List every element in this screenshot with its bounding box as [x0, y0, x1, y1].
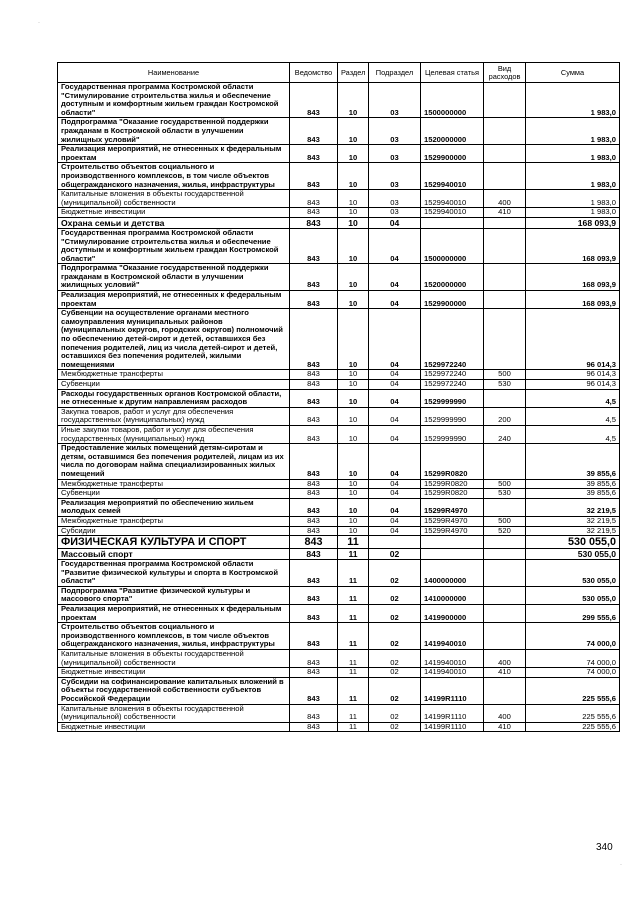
row-vedomstvo: 843: [290, 217, 338, 228]
row-podrazdel: 02: [369, 549, 421, 560]
row-razdel: 10: [338, 118, 369, 145]
row-sum: 32 219,5: [526, 516, 620, 526]
row-sum: 168 093,9: [526, 228, 620, 263]
row-sum: 168 093,9: [526, 264, 620, 291]
row-sum: 4,5: [526, 407, 620, 425]
row-name: Реализация мероприятий, не отнесенных к федеральным проектам: [58, 145, 290, 163]
row-sum: 168 093,9: [526, 217, 620, 228]
row-podrazdel: 04: [369, 479, 421, 489]
row-expense-type: 410: [484, 208, 526, 218]
row-expense-type: [484, 118, 526, 145]
row-podrazdel: 02: [369, 650, 421, 668]
table-row: [58, 444, 620, 479]
row-sum: 1 983,0: [526, 118, 620, 145]
table-row: [58, 704, 620, 722]
table-row: [58, 190, 620, 208]
row-name: Субвенции: [58, 380, 290, 390]
row-vedomstvo: 843: [290, 370, 338, 380]
table-row: [58, 489, 620, 499]
table-header-row: [58, 63, 620, 83]
row-target-article: 1520000000: [421, 118, 484, 145]
scan-speck: ·: [620, 862, 622, 868]
row-razdel: 10: [338, 380, 369, 390]
row-name: Субсидии на софинансирование капитальных вложений в объекты государственной собственности субъектов Российской Федерации: [58, 677, 290, 704]
row-sum: 96 014,3: [526, 380, 620, 390]
row-expense-type: 200: [484, 407, 526, 425]
row-vedomstvo: 843: [290, 516, 338, 526]
table-row: [58, 722, 620, 732]
header-vedomstvo: Ведомство: [290, 63, 338, 83]
table-body: [58, 83, 620, 732]
row-target-article: 1529972240: [421, 370, 484, 380]
row-razdel: 10: [338, 526, 369, 536]
row-expense-type: 410: [484, 722, 526, 732]
row-expense-type: 400: [484, 704, 526, 722]
table-row: [58, 549, 620, 560]
table-row: [58, 479, 620, 489]
row-podrazdel: 04: [369, 444, 421, 479]
row-name: Подпрограмма "Развитие физической культуры и массового спорта": [58, 586, 290, 604]
row-name: Капитальные вложения в объекты государственной (муниципальной) собственности: [58, 190, 290, 208]
row-target-article: 1419900000: [421, 605, 484, 623]
row-razdel: 10: [338, 163, 369, 190]
row-razdel: 11: [338, 549, 369, 560]
row-razdel: 11: [338, 722, 369, 732]
row-vedomstvo: 843: [290, 407, 338, 425]
row-sum: 530 055,0: [526, 560, 620, 587]
row-expense-type: [484, 228, 526, 263]
row-podrazdel: [369, 536, 421, 549]
row-vedomstvo: 843: [290, 145, 338, 163]
row-razdel: 11: [338, 536, 369, 549]
header-name: Наименование: [58, 63, 290, 83]
row-razdel: 10: [338, 489, 369, 499]
row-podrazdel: 03: [369, 208, 421, 218]
table-row: [58, 516, 620, 526]
row-vedomstvo: 843: [290, 479, 338, 489]
row-razdel: 10: [338, 479, 369, 489]
row-razdel: 11: [338, 605, 369, 623]
row-vedomstvo: 843: [290, 380, 338, 390]
row-target-article: 1529900000: [421, 291, 484, 309]
row-sum: 168 093,9: [526, 291, 620, 309]
row-target-article: 1529999990: [421, 389, 484, 407]
row-target-article: 15299R0820: [421, 479, 484, 489]
row-razdel: 10: [338, 444, 369, 479]
table-row: [58, 389, 620, 407]
row-podrazdel: 02: [369, 668, 421, 678]
row-name: Государственная программа Костромской области "Развитие физической культуры и спорта в Костромской области": [58, 560, 290, 587]
row-name: Строительство объектов социального и производственного комплексов, в том числе объектов общегражданского назначения, жилья, инфраструктуры: [58, 623, 290, 650]
row-target-article: 15299R4970: [421, 498, 484, 516]
row-sum: 225 555,6: [526, 722, 620, 732]
row-target-article: 1529940010: [421, 208, 484, 218]
row-razdel: 10: [338, 291, 369, 309]
header-target-article: Целевая статья: [421, 63, 484, 83]
row-podrazdel: 04: [369, 217, 421, 228]
row-podrazdel: 04: [369, 370, 421, 380]
row-podrazdel: 04: [369, 407, 421, 425]
row-vedomstvo: 843: [290, 498, 338, 516]
table-row: [58, 623, 620, 650]
row-expense-type: [484, 217, 526, 228]
row-vedomstvo: 843: [290, 228, 338, 263]
row-podrazdel: 03: [369, 118, 421, 145]
row-vedomstvo: 843: [290, 677, 338, 704]
budget-table-page: [57, 62, 619, 732]
row-podrazdel: 03: [369, 83, 421, 118]
row-vedomstvo: 843: [290, 83, 338, 118]
row-expense-type: [484, 549, 526, 560]
row-target-article: 1529999990: [421, 407, 484, 425]
row-target-article: 15299R0820: [421, 444, 484, 479]
row-razdel: 10: [338, 407, 369, 425]
row-razdel: 10: [338, 389, 369, 407]
table-row: [58, 560, 620, 587]
row-expense-type: [484, 560, 526, 587]
row-expense-type: 500: [484, 516, 526, 526]
row-vedomstvo: 843: [290, 389, 338, 407]
row-target-article: [421, 549, 484, 560]
row-target-article: 1419940010: [421, 623, 484, 650]
row-sum: 530 055,0: [526, 586, 620, 604]
row-name: Строительство объектов социального и производственного комплексов, в том числе объектов общегражданского назначения, жилья, инфраструктуры: [58, 163, 290, 190]
row-expense-type: 400: [484, 190, 526, 208]
row-expense-type: [484, 623, 526, 650]
row-vedomstvo: 843: [290, 118, 338, 145]
table-row: [58, 650, 620, 668]
row-target-article: 1400000000: [421, 560, 484, 587]
row-vedomstvo: 843: [290, 425, 338, 443]
row-vedomstvo: 843: [290, 536, 338, 549]
row-name: Реализация мероприятий по обеспечению жильем молодых семей: [58, 498, 290, 516]
row-expense-type: [484, 498, 526, 516]
row-razdel: 10: [338, 516, 369, 526]
table-row: [58, 526, 620, 536]
row-podrazdel: 04: [369, 498, 421, 516]
row-target-article: 1500000000: [421, 228, 484, 263]
row-expense-type: 240: [484, 425, 526, 443]
row-expense-type: 530: [484, 380, 526, 390]
table-row: [58, 228, 620, 263]
row-podrazdel: 04: [369, 425, 421, 443]
row-sum: 530 055,0: [526, 536, 620, 549]
row-podrazdel: 02: [369, 586, 421, 604]
row-target-article: 15299R4970: [421, 516, 484, 526]
row-target-article: 1500000000: [421, 83, 484, 118]
row-podrazdel: 04: [369, 228, 421, 263]
table-row: [58, 605, 620, 623]
row-target-article: 14199R1110: [421, 704, 484, 722]
row-podrazdel: 03: [369, 190, 421, 208]
table-row: [58, 163, 620, 190]
row-name: Межбюджетные трансферты: [58, 370, 290, 380]
row-name: Субвенции на осуществление органами местного самоуправления муниципальных районов (муниципальных округов, городских округов) полномочий по обеспечению детей-сирот и детей, оставшихся без попечения родителей, лиц из числа детей-сирот и детей, оставшихся без попечения родителей, жилыми помещениями: [58, 309, 290, 370]
row-name: Охрана семьи и детства: [58, 217, 290, 228]
row-podrazdel: 04: [369, 291, 421, 309]
row-expense-type: [484, 83, 526, 118]
table-row: [58, 677, 620, 704]
table-row: [58, 586, 620, 604]
row-name: Межбюджетные трансферты: [58, 479, 290, 489]
row-sum: 96 014,3: [526, 309, 620, 370]
row-razdel: 10: [338, 145, 369, 163]
row-razdel: 10: [338, 228, 369, 263]
row-sum: 32 219,5: [526, 498, 620, 516]
row-expense-type: 410: [484, 668, 526, 678]
row-expense-type: [484, 586, 526, 604]
row-razdel: 11: [338, 677, 369, 704]
row-sum: 1 983,0: [526, 83, 620, 118]
row-podrazdel: 04: [369, 309, 421, 370]
row-name: Бюджетные инвестиции: [58, 208, 290, 218]
row-expense-type: [484, 536, 526, 549]
row-target-article: [421, 536, 484, 549]
row-name: Реализация мероприятий, не отнесенных к федеральным проектам: [58, 605, 290, 623]
budget-table: [57, 62, 620, 732]
row-vedomstvo: 843: [290, 309, 338, 370]
row-name: Государственная программа Костромской области "Стимулирование строительства жилья и обеспечение доступным и комфортным жильем граждан Костромской области": [58, 228, 290, 263]
page-number: 340: [596, 842, 613, 853]
row-vedomstvo: 843: [290, 264, 338, 291]
row-podrazdel: 04: [369, 526, 421, 536]
row-razdel: 10: [338, 309, 369, 370]
row-podrazdel: 04: [369, 516, 421, 526]
table-row: [58, 425, 620, 443]
row-razdel: 11: [338, 623, 369, 650]
table-row: [58, 118, 620, 145]
row-target-article: 15299R0820: [421, 489, 484, 499]
row-name: Межбюджетные трансферты: [58, 516, 290, 526]
row-expense-type: 530: [484, 489, 526, 499]
row-sum: 39 855,6: [526, 479, 620, 489]
table-row: [58, 145, 620, 163]
row-target-article: 1529940010: [421, 163, 484, 190]
table-row: [58, 264, 620, 291]
row-expense-type: [484, 444, 526, 479]
row-expense-type: [484, 605, 526, 623]
row-name: Капитальные вложения в объекты государственной (муниципальной) собственности: [58, 650, 290, 668]
row-sum: 39 855,6: [526, 489, 620, 499]
row-razdel: 10: [338, 83, 369, 118]
row-vedomstvo: 843: [290, 549, 338, 560]
table-row: [58, 536, 620, 549]
row-name: Реализация мероприятий, не отнесенных к федеральным проектам: [58, 291, 290, 309]
row-razdel: 11: [338, 586, 369, 604]
header-sum: Сумма: [526, 63, 620, 83]
row-podrazdel: 04: [369, 380, 421, 390]
row-sum: 1 983,0: [526, 145, 620, 163]
row-razdel: 10: [338, 208, 369, 218]
table-row: [58, 217, 620, 228]
row-vedomstvo: 843: [290, 444, 338, 479]
row-podrazdel: 03: [369, 163, 421, 190]
row-vedomstvo: 843: [290, 650, 338, 668]
row-podrazdel: 02: [369, 704, 421, 722]
row-target-article: 1410000000: [421, 586, 484, 604]
header-podrazdel: Подраздел: [369, 63, 421, 83]
row-podrazdel: 02: [369, 605, 421, 623]
row-expense-type: [484, 677, 526, 704]
row-target-article: [421, 217, 484, 228]
row-expense-type: 400: [484, 650, 526, 668]
table-row: [58, 291, 620, 309]
row-name: Иные закупки товаров, работ и услуг для обеспечения государственных (муниципальных) нужд: [58, 425, 290, 443]
row-sum: 530 055,0: [526, 549, 620, 560]
row-vedomstvo: 843: [290, 605, 338, 623]
row-sum: 39 855,6: [526, 444, 620, 479]
row-podrazdel: 04: [369, 489, 421, 499]
row-sum: 74 000,0: [526, 623, 620, 650]
row-razdel: 11: [338, 650, 369, 668]
row-target-article: 14199R1110: [421, 722, 484, 732]
row-vedomstvo: 843: [290, 526, 338, 536]
row-vedomstvo: 843: [290, 190, 338, 208]
row-name: Расходы государственных органов Костромской области, не отнесенные к другим направлениям расходов: [58, 389, 290, 407]
row-expense-type: [484, 163, 526, 190]
table-row: [58, 370, 620, 380]
row-name: Субвенции: [58, 489, 290, 499]
row-target-article: 14199R1110: [421, 677, 484, 704]
row-razdel: 11: [338, 704, 369, 722]
table-row: [58, 83, 620, 118]
row-podrazdel: 04: [369, 389, 421, 407]
row-vedomstvo: 843: [290, 208, 338, 218]
row-expense-type: 520: [484, 526, 526, 536]
row-name: Государственная программа Костромской области "Стимулирование строительства жилья и обеспечение доступным и комфортным жильем граждан Костромской области": [58, 83, 290, 118]
row-expense-type: [484, 264, 526, 291]
header-razdel: Раздел: [338, 63, 369, 83]
row-vedomstvo: 843: [290, 668, 338, 678]
row-sum: 225 555,6: [526, 704, 620, 722]
row-target-article: 15299R4970: [421, 526, 484, 536]
row-podrazdel: 02: [369, 677, 421, 704]
row-target-article: 1529900000: [421, 145, 484, 163]
row-name: Закупка товаров, работ и услуг для обеспечения государственных (муниципальных) нужд: [58, 407, 290, 425]
table-row: [58, 208, 620, 218]
row-target-article: 1529940010: [421, 190, 484, 208]
row-sum: 1 983,0: [526, 208, 620, 218]
row-name: Бюджетные инвестиции: [58, 722, 290, 732]
row-name: Капитальные вложения в объекты государственной (муниципальной) собственности: [58, 704, 290, 722]
row-vedomstvo: 843: [290, 623, 338, 650]
row-target-article: 1529972240: [421, 309, 484, 370]
row-sum: 1 983,0: [526, 163, 620, 190]
row-target-article: 1520000000: [421, 264, 484, 291]
row-target-article: 1419940010: [421, 650, 484, 668]
table-row: [58, 309, 620, 370]
row-podrazdel: 02: [369, 722, 421, 732]
row-expense-type: [484, 309, 526, 370]
row-podrazdel: 02: [369, 560, 421, 587]
row-podrazdel: 02: [369, 623, 421, 650]
row-expense-type: 500: [484, 370, 526, 380]
row-target-article: 1529972240: [421, 380, 484, 390]
row-razdel: 10: [338, 425, 369, 443]
row-razdel: 10: [338, 498, 369, 516]
row-sum: 96 014,3: [526, 370, 620, 380]
table-row: [58, 668, 620, 678]
table-row: [58, 380, 620, 390]
row-target-article: 1419940010: [421, 668, 484, 678]
row-vedomstvo: 843: [290, 722, 338, 732]
row-vedomstvo: 843: [290, 704, 338, 722]
row-vedomstvo: 843: [290, 586, 338, 604]
row-expense-type: [484, 389, 526, 407]
row-sum: 32 219,5: [526, 526, 620, 536]
row-podrazdel: 04: [369, 264, 421, 291]
row-name: Подпрограмма "Оказание государственной поддержки гражданам в Костромской области в улучшении жилищных условий": [58, 118, 290, 145]
row-expense-type: 500: [484, 479, 526, 489]
row-name: Предоставление жилых помещений детям-сиротам и детям, оставшимся без попечения родителей, лицам из их числа по договорам найма специализированных жилых помещений: [58, 444, 290, 479]
row-sum: 74 000,0: [526, 668, 620, 678]
row-razdel: 11: [338, 560, 369, 587]
row-sum: 74 000,0: [526, 650, 620, 668]
row-target-article: 1529999990: [421, 425, 484, 443]
row-sum: 225 555,6: [526, 677, 620, 704]
row-expense-type: [484, 291, 526, 309]
row-expense-type: [484, 145, 526, 163]
row-razdel: 10: [338, 190, 369, 208]
row-sum: 1 983,0: [526, 190, 620, 208]
table-row: [58, 407, 620, 425]
row-razdel: 11: [338, 668, 369, 678]
row-vedomstvo: 843: [290, 560, 338, 587]
row-podrazdel: 03: [369, 145, 421, 163]
row-sum: 4,5: [526, 425, 620, 443]
row-razdel: 10: [338, 217, 369, 228]
scan-speck: ·: [38, 20, 40, 26]
row-vedomstvo: 843: [290, 163, 338, 190]
header-expense-type: Вид расходов: [484, 63, 526, 83]
row-sum: 4,5: [526, 389, 620, 407]
row-name: Субсидии: [58, 526, 290, 536]
row-vedomstvo: 843: [290, 291, 338, 309]
row-vedomstvo: 843: [290, 489, 338, 499]
row-razdel: 10: [338, 264, 369, 291]
row-name: ФИЗИЧЕСКАЯ КУЛЬТУРА И СПОРТ: [58, 536, 290, 549]
table-row: [58, 498, 620, 516]
row-name: Массовый спорт: [58, 549, 290, 560]
row-sum: 299 555,6: [526, 605, 620, 623]
row-name: Бюджетные инвестиции: [58, 668, 290, 678]
row-razdel: 10: [338, 370, 369, 380]
row-name: Подпрограмма "Оказание государственной поддержки гражданам в Костромской области в улучшении жилищных условий": [58, 264, 290, 291]
